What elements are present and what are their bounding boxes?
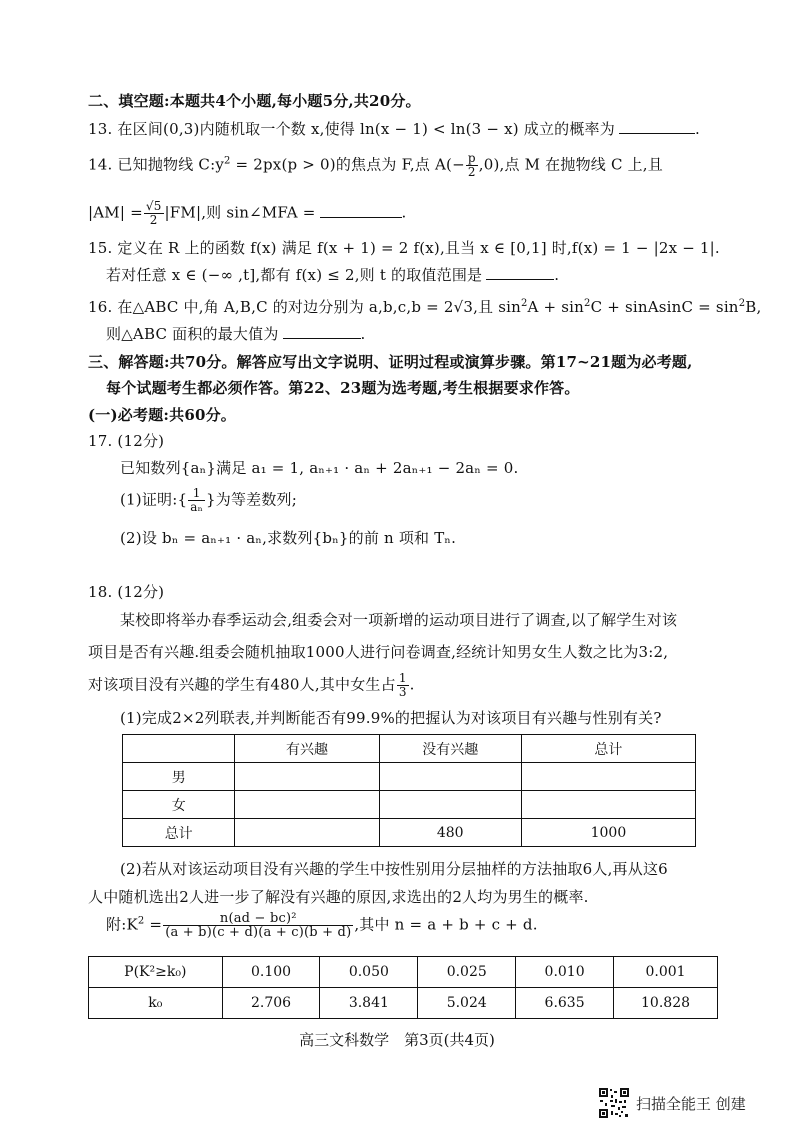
k-squared-fraction: $\frac{\text{n(ad − bc)²}}{(a + b)(c + d)(a + c)(b + d)}$ <box>165 911 352 940</box>
q18-fraction-1-over-3: $\frac{1}{3}$ <box>398 671 407 699</box>
table-cell <box>235 763 379 791</box>
q14-fraction-sqrt5-over-2: $\frac{√5}{2}$ <box>145 199 162 227</box>
q16-b: A + sin <box>527 298 585 316</box>
appendix-k: 附:K <box>106 915 138 934</box>
table-cell: 5.024 <box>418 988 516 1019</box>
critical-value-table <box>88 956 718 1019</box>
q17-p1-b: }为等差数列; <box>206 490 297 509</box>
table-cell: 1000 <box>521 819 695 847</box>
section3-header-line2: 每个试题考生都必须作答。第22、23题为选考题,考生根据要求作答。 <box>106 379 580 397</box>
table-cell <box>379 791 521 819</box>
table-cell: 3.841 <box>320 988 418 1019</box>
q17-p1-a: (1)证明:{ <box>120 490 188 509</box>
table-row <box>123 819 696 847</box>
section2-header: 二、填空题:本题共4个小题,每小题5分,共20分。 <box>88 92 421 110</box>
question-15-line1: 15. 定义在 R 上的函数 f(x) 满足 f(x + 1) = 2 f(x),且当 x ∈ [0,1] 时,f(x) = 1 − |2x − 1|. <box>88 239 720 257</box>
q17-stem: 已知数列{aₙ}满足 a₁ = 1, aₙ₊₁ · aₙ + 2aₙ₊₁ − 2aₙ = 0. <box>120 459 519 477</box>
table-cell: 女 <box>123 791 235 819</box>
appendix-eq: = <box>144 915 163 934</box>
q17-part2: (2)设 bₙ = aₙ₊₁ · aₙ,求数列{bₙ}的前 n 项和 Tₙ. <box>120 529 457 547</box>
q17-part1 <box>120 487 297 514</box>
table-cell: k₀ <box>89 988 223 1019</box>
q16-c: C + sinAsinC = sin <box>590 298 739 316</box>
table-cell: 480 <box>379 819 521 847</box>
table-cell: 6.635 <box>516 988 614 1019</box>
table-cell: 0.010 <box>516 957 614 988</box>
table-cell: 0.025 <box>418 957 516 988</box>
table-cell <box>521 791 695 819</box>
q14-line2-b: |FM|,则 sin∠MFA = <box>164 203 316 222</box>
q18-title: 18. (12分) <box>88 583 165 601</box>
scanner-watermark <box>598 1087 746 1119</box>
table-cell: P(K²≥k₀) <box>89 957 223 988</box>
required-part-label: (一)必考题:共60分。 <box>88 406 237 424</box>
q17-fraction-1-over-an: $\frac{1}{\text{aₙ}}$ <box>190 486 203 514</box>
q15-line2-text: 若对任意 x ∈ (−∞ ,t],都有 f(x) ≤ 2,则 t 的取值范围是 <box>106 266 483 284</box>
table-cell <box>521 763 695 791</box>
q17-title: 17. (12分) <box>88 432 165 450</box>
q18-part2-line2: 人中随机选出2人进一步了解没有兴趣的原因,求选出的2人均为男生的概率. <box>88 888 589 906</box>
question-13: 13. 在区间(0,3)内随机取一个数 x,使得 ln(x − 1) < ln(3 − x) 成立的概率为 . <box>88 120 700 138</box>
table-cell: 总计 <box>521 735 695 763</box>
table-row <box>89 988 718 1019</box>
table-cell <box>235 819 379 847</box>
q13-answer-blank <box>619 119 695 134</box>
table-row <box>123 735 696 763</box>
section3-header-line1: 三、解答题:共70分。解答应写出文字说明、证明过程或演算步骤。第17~21题为必考题, <box>88 353 693 371</box>
q16-d: B, <box>745 298 762 316</box>
q18-part1: (1)完成2×2列联表,并判断能否有99.9%的把握认为对该项目有兴趣与性别有关? <box>120 709 662 727</box>
table-cell: 0.050 <box>320 957 418 988</box>
table-cell: 0.001 <box>614 957 718 988</box>
contingency-table <box>122 734 696 847</box>
q18-line2: 项目是否有兴趣.组委会随机抽取1000人进行问卷调查,经统计知男女生人数之比为3:2, <box>88 643 669 661</box>
table-cell: 有兴趣 <box>235 735 379 763</box>
table-cell: 0.100 <box>222 957 320 988</box>
appendix-b: ,其中 n = a + b + c + d. <box>354 915 538 934</box>
table-row <box>123 763 696 791</box>
q16-line2-text: 则△ABC 面积的最大值为 <box>106 325 279 343</box>
q14-text-b: = 2px(p > 0)的焦点为 F,点 A(− <box>230 155 465 174</box>
table-cell: 10.828 <box>614 988 718 1019</box>
table-cell: 2.706 <box>222 988 320 1019</box>
question-16-line2: 则△ABC 面积的最大值为 . <box>106 325 366 343</box>
q16-answer-blank <box>283 324 361 339</box>
q18-l3-text: 对该项目没有兴趣的学生有480人,其中女生占 <box>88 675 396 694</box>
table-row <box>123 791 696 819</box>
question-15-line2: 若对任意 x ∈ (−∞ ,t],都有 f(x) ≤ 2,则 t 的取值范围是 . <box>106 266 560 284</box>
q18-part2-line1: (2)若从对该运动项目没有兴趣的学生中按性别用分层抽样的方法抽取6人,再从这6 <box>120 860 668 878</box>
q14-text-c: ,0),点 M 在抛物线 C 上,且 <box>478 155 663 174</box>
q16-a: 16. 在△ABC 中,角 A,B,C 的对边分别为 a,b,c,b = 2√3,且 sin <box>88 298 521 316</box>
watermark-text: 扫描全能王 创建 <box>636 1094 746 1113</box>
q15-answer-blank <box>486 265 554 280</box>
table-cell: 总计 <box>123 819 235 847</box>
table-cell: 没有兴趣 <box>379 735 521 763</box>
question-16-line1: 16. 在△ABC 中,角 A,B,C 的对边分别为 a,b,c,b = 2√3,且 $\sin^2A + \sin^2C$ + sinAsinC = $\sin^2B$, <box>88 298 762 316</box>
q14-text-a: 14. 已知抛物线 C:y <box>88 155 224 174</box>
q14-fraction-p-over-2: $\frac{p}{2}$ <box>467 151 476 179</box>
table-cell <box>379 763 521 791</box>
question-14-line1: 14. 已知抛物线 $C:y^2 = 2px(p > 0)$的焦点为 F,点 A(− $\frac{p}{2}$ ,0),点 M 在抛物线 C 上,且 <box>88 151 663 179</box>
q13-text: 13. 在区间(0,3)内随机取一个数 x,使得 ln(x − 1) < ln(3 − x) 成立的概率为 <box>88 120 615 138</box>
table-cell <box>123 735 235 763</box>
table-row <box>89 957 718 988</box>
q14-line2-a: |AM| = <box>88 203 143 222</box>
qr-code-icon <box>598 1087 630 1119</box>
table-cell <box>235 791 379 819</box>
table-cell: 男 <box>123 763 235 791</box>
question-14-line2: |AM| = $\frac{√5}{2}$ |FM|,则 sin∠MFA = . <box>88 199 407 227</box>
q18-line3: 对该项目没有兴趣的学生有480人,其中女生占 $\frac{1}{3}$ . <box>88 671 415 699</box>
q14-answer-blank <box>320 203 402 218</box>
q18-appendix-formula: 附$:K^2$ = $\frac{\text{n(ad − bc)²}}{(a + b)(c + d)(a + c)(b + d)}$ ,其中 n = a + b + c + d. <box>106 911 538 940</box>
q18-line1: 某校即将举办春季运动会,组委会对一项新增的运动项目进行了调查,以了解学生对该 <box>120 611 678 629</box>
page-footer: 高三文科数学 第3页(共4页) <box>299 1031 495 1049</box>
